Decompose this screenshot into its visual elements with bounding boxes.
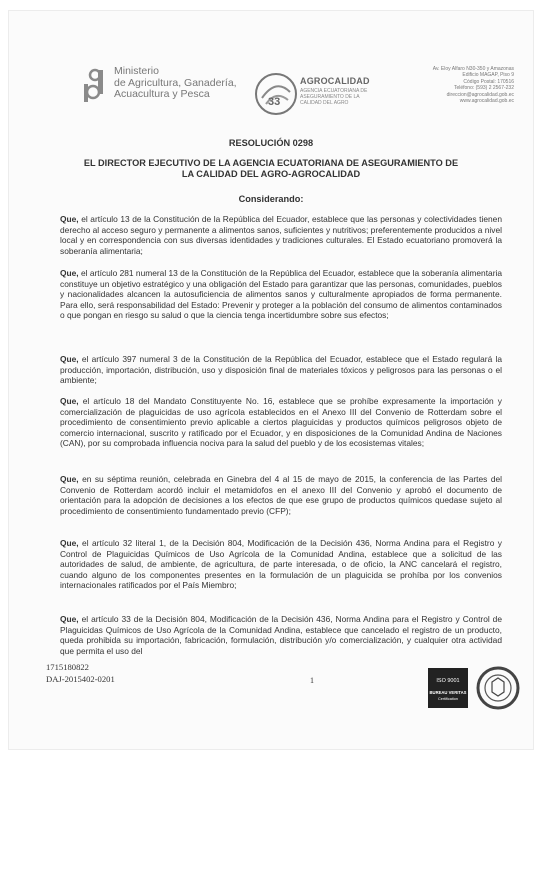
- agrocalidad-logo: [254, 70, 374, 120]
- paragraph: [60, 614, 502, 656]
- paragraph-lead: Que,: [60, 268, 79, 278]
- agency-address: [389, 66, 514, 104]
- letterhead: [8, 10, 534, 120]
- paragraph-lead: Que,: [60, 354, 79, 364]
- paragraph-lead: Que,: [60, 396, 79, 406]
- paragraph-lead: Que,: [60, 214, 79, 224]
- ministry-logo: [82, 64, 252, 120]
- considerando-heading: Considerando:: [238, 194, 304, 204]
- address-line: Edificio MAGAP, Piso 9: [462, 72, 514, 79]
- page-number: 1: [310, 676, 314, 685]
- ministry-line-2: de Agricultura, Ganadería,: [114, 76, 237, 89]
- address-line: Av. Eloy Alfaro N30-350 y Amazonas: [432, 66, 514, 72]
- paragraph-text: el artículo 18 del Mandato Constituyente No. 16, establece que se prohíbe expresamente la importación y comercialización de plaguicidas de uso agrícola establecidos en el Anexo III del Convenio de Rotterdam sobre el procedimiento de consentimiento previo aplicable a ciertos plaguicidas y productos químicos peligrosos objeto de comercio internacional, suscrito y ratificado por el Ecuador, y en disposiciones de la Comunidad Andina de Naciones (CAN), por su comprobada influencia nociva para la salud del pueblo y de los ecosistemas vitales;: [60, 396, 502, 448]
- cert-iso-text: ISO 9001: [436, 678, 460, 684]
- heading-line-1: EL DIRECTOR EJECUTIVO DE LA AGENCIA ECUATORIANA DE ASEGURAMIENTO DE: [83, 158, 459, 168]
- paragraph-text: el artículo 281 numeral 13 de la Constitución de la República del Ecuador, establece que la soberanía alimentaria constituye un objetivo estratégico y una obligación del Estado para garantizar que las personas, comunidades, pueblos y nacionalidades alcancen la autosuficiencia de alimentos sanos y culturalmente apropiados de forma permanente. Para ello, será responsabilidad del Estado: Prevenir y proteger a la población del consumo de alimentos contaminados o que pongan en riesgo su salud o que la ciencia tenga incertidumbre sobre sus efectos;: [60, 268, 502, 320]
- paragraph: [60, 214, 502, 256]
- paragraph-lead: Que,: [60, 538, 79, 548]
- address-line: direccion@agrocalidad.gob.ec: [446, 91, 514, 98]
- paragraph-lead: Que,: [60, 474, 79, 484]
- agrocalidad-emblem-icon: [254, 72, 298, 116]
- agency-name: AGROCALIDAD: [300, 76, 370, 86]
- paragraph-lead: Que,: [60, 614, 79, 624]
- ministry-line-3: Acuacultura y Pesca: [114, 88, 210, 100]
- paragraph: [60, 474, 502, 516]
- address-line: Código Postal: 170516: [463, 78, 514, 85]
- document-code-2: DAJ-2015402-0201: [46, 674, 115, 684]
- document-code-1: 1715180822: [46, 662, 89, 672]
- bureau-veritas-seal-icon: [420, 662, 520, 722]
- certification-seals: [420, 662, 520, 722]
- paragraph-text: en su séptima reunión, celebrada en Ginebra del 4 al 15 de mayo de 2015, la conferencia de las Partes del Convenio de Rotterdam acordó incluir el metamidofos en el anexo III del Convenio y aprobó el documento de orientación para la adopción de decisiones a los efectos de que ese grupo de productos químicos quedase sujeto al procedimiento de consentimiento fundamentado previo (CFP);: [60, 474, 502, 516]
- ministry-line-1: Ministerio: [114, 65, 159, 77]
- resolution-heading: [8, 158, 534, 179]
- cert-sub-text: Certification: [437, 697, 459, 701]
- paragraph: [60, 354, 502, 386]
- address-line: www.agrocalidad.gob.ec: [459, 98, 514, 105]
- heading-line-2: LA CALIDAD DEL AGRO-AGROCALIDAD: [181, 168, 361, 179]
- ministry-emblem-icon: [82, 64, 112, 108]
- paragraph-text: el artículo 33 de la Decisión 804, Modificación de la Decisión 436, Norma Andina para el Registro y Control de Plaguicidas Químicos de Uso Agrícola de la Comunidad Andina, establece que cancelado el registro de un producto, queda prohibida su importación, fabricación, formulación, distribución y/o comercialización, y cualquier otra actividad que permita el uso del: [60, 614, 502, 656]
- paragraph: [60, 538, 502, 591]
- paragraph-text: el artículo 32 literal 1, de la Decisión 804, Modificación de la Decisión 436, Norma Andina para el Registro y Control de Plaguicidas Químicos de Uso Agrícola de la Comunidad Andina, establece que a solicitud de las autoridades de salud, de ambiente, de agricultura, de parte interesada, o de oficio, la ANC cancelará el registro, cuando alguno de los componentes presentes en la formulación de un plaguicida se prohíba por los convenios internacionales ratificados por el País Miembro;: [60, 538, 502, 590]
- paragraph: [60, 268, 502, 321]
- resolution-title: RESOLUCIÓN 0298: [228, 138, 314, 148]
- cert-name-text: BUREAU VERITAS: [429, 690, 467, 695]
- address-line: Teléfono: (593) 2 2567-232: [453, 85, 514, 92]
- paragraph-text: el artículo 13 de la Constitución de la República del Ecuador, establece que las personas y colectividades tienen derecho al acceso seguro y permanente a alimentos sanos, suficientes y nutritivos; preferentemente producidos a nivel local y en correspondencia con sus diversas identidades y tradiciones culturales. El Estado ecuatoriano promoverá la soberanía alimentaria;: [60, 214, 502, 256]
- svg-text:33: 33: [268, 96, 281, 108]
- paragraph: [60, 396, 502, 449]
- document-page: [8, 10, 534, 750]
- paragraph-text: el artículo 397 numeral 3 de la Constitución de la República del Ecuador, establece que el Estado regulará la producción, importación, distribución, uso y disposición final de materiales tóxicos y peligrosos para las personas o el ambiente;: [60, 354, 502, 385]
- agency-subtitle: AGENCIA ECUATORIANA DE ASEGURAMIENTO DE LA CALIDAD DEL AGRO: [300, 88, 368, 106]
